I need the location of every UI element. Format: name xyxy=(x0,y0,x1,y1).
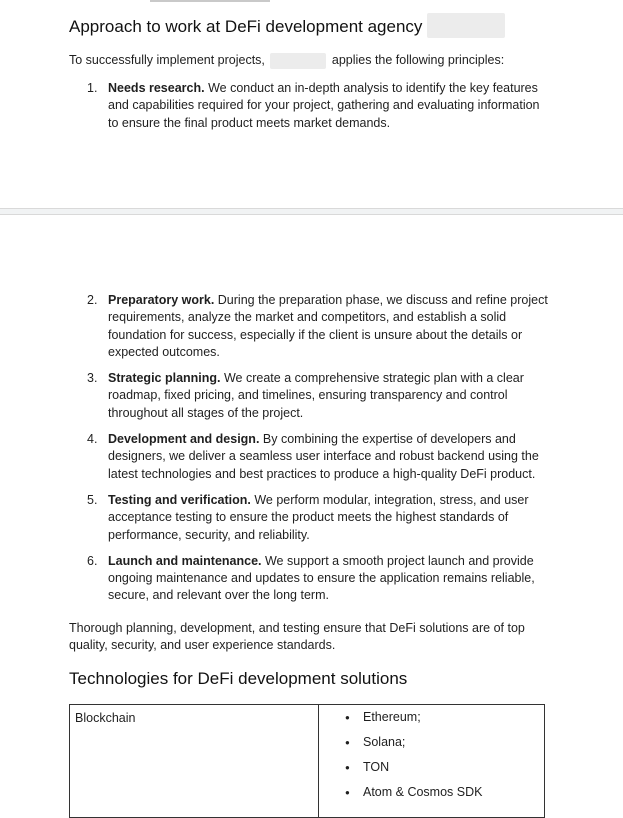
list-item xyxy=(87,431,552,483)
table-cell-category: Blockchain xyxy=(70,705,319,818)
redacted-company-name xyxy=(427,13,505,38)
document-page-2 xyxy=(0,215,623,802)
list-item xyxy=(87,492,552,544)
list-number: 4. xyxy=(87,432,98,447)
list-item xyxy=(87,553,552,605)
principle-heading: Development and design. xyxy=(108,432,260,447)
technology-bullet-list xyxy=(319,709,544,809)
principles-list-part2 xyxy=(87,292,552,614)
principle-text: During the preparation phase, we discuss and refine project requirements, analyze the market and competitors, and establish a solid foundation for success, especially if the client is unsure about the details or expected outcomes. xyxy=(108,293,548,359)
list-item xyxy=(87,80,552,132)
principle-text: We support a smooth project launch and provide ongoing maintenance and updates to ensure the application remains reliable, secure, and relevant over the long term. xyxy=(108,553,535,603)
list-number: 2. xyxy=(87,293,98,307)
list-item: ● Atom & Cosmos SDK xyxy=(319,784,544,809)
list-item xyxy=(87,370,552,422)
principle-heading: Launch and maintenance. xyxy=(108,553,262,568)
section-title-approach: Approach to work at DeFi development agency xyxy=(69,17,423,36)
principle-heading: Needs research. xyxy=(108,81,205,95)
intro-text-before: To successfully implement projects, xyxy=(69,53,265,67)
intro-paragraph xyxy=(69,52,549,69)
principle-heading: Strategic planning. xyxy=(108,371,221,386)
list-number: 3. xyxy=(87,371,98,386)
list-number: 5. xyxy=(87,492,98,507)
list-item: ● Ethereum; xyxy=(319,709,544,734)
principle-text: We conduct an in-depth analysis to identify the key features and capabilities required for your project, gathering and evaluating information to ensure the final product meets market demands. xyxy=(108,81,540,130)
redacted-company-name-inline xyxy=(270,53,326,69)
principle-heading: Preparatory work. xyxy=(108,293,215,307)
list-item: ● Solana; xyxy=(319,734,544,759)
principle-text: By combining the expertise of developers and designers, we deliver a seamless user interface and robust backend using the latest technologies and best practices to produce a high-quality DeFi product. xyxy=(108,432,539,481)
table-row xyxy=(70,705,545,818)
previous-page-remnant xyxy=(150,0,270,2)
principles-list-part1 xyxy=(87,80,552,141)
list-item xyxy=(87,292,552,361)
conclusion-paragraph: Thorough planning, development, and testing ensure that DeFi solutions are of top quality, security, and user experience standards. xyxy=(69,621,525,653)
principle-heading: Testing and verification. xyxy=(108,492,251,507)
list-number: 1. xyxy=(87,81,98,95)
principle-text: We perform modular, integration, stress, and user acceptance testing to ensure the product meets the highest standards of performance, security, and reliability. xyxy=(108,492,529,542)
table-cell-items xyxy=(319,705,545,818)
list-item: ● TON xyxy=(319,759,544,784)
section-title-technologies: Technologies for DeFi development solutions xyxy=(69,669,408,688)
principle-text: We create a comprehensive strategic plan with a clear roadmap, fixed pricing, and timelines, ensuring transparency and control throughout all stages of the project. xyxy=(108,371,524,420)
technologies-table xyxy=(69,704,545,818)
intro-text-after: applies the following principles: xyxy=(331,53,505,67)
document-page-1 xyxy=(0,0,623,209)
list-number: 6. xyxy=(87,553,98,568)
